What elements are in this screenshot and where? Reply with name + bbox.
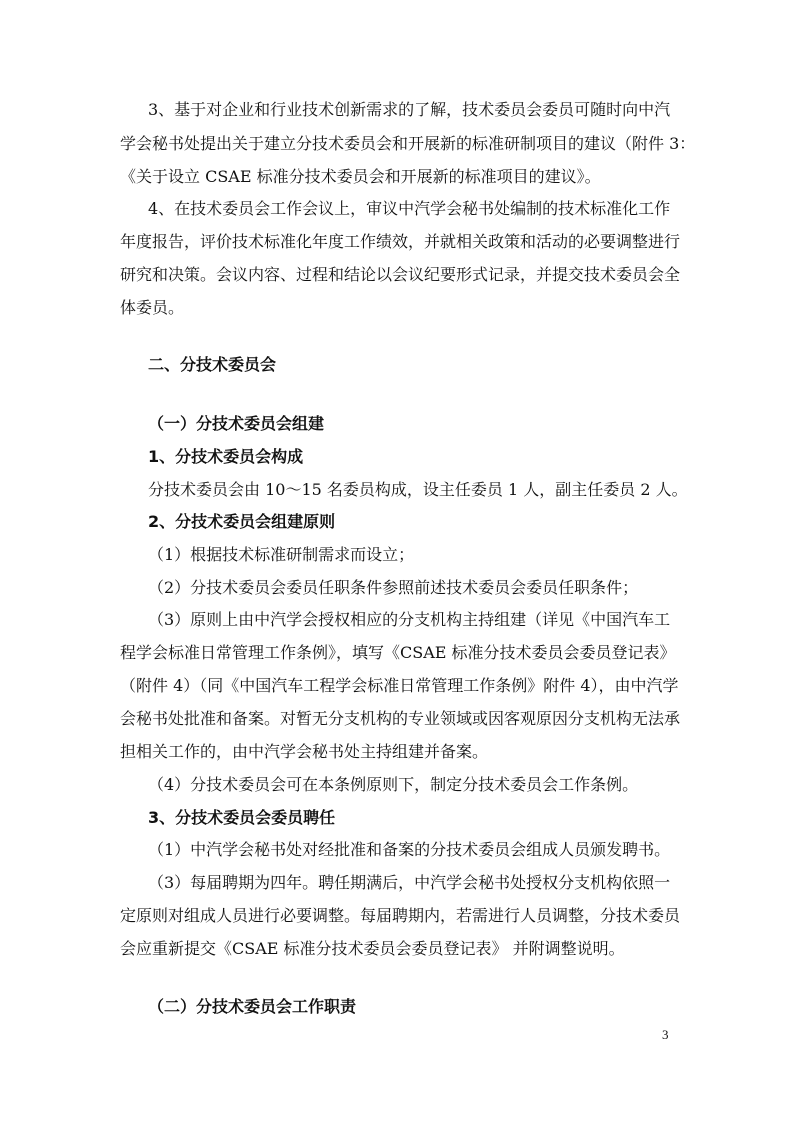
para-3-line-3: 《关于设立 CSAE 标准分技术委员会和开展新的标准项目的建议》。 — [120, 167, 601, 186]
item-3-heading: 3、分技术委员会委员聘任 — [148, 808, 336, 827]
item-2-point-3-line-5: 担相关工作的，由中汽学会秘书处主持组建并备案。 — [120, 742, 489, 761]
item-2-point-3-line-3: （附件 4）（同《中国汽车工程学会标准日常管理工作条例》附件 4），由中汽学 — [120, 676, 679, 695]
item-2-point-3-line-4: 会秘书处批准和备案。对暂无分支机构的专业领域或因客观原因分支机构无法承 — [120, 709, 681, 728]
para-4-line-2: 年度报告，评价技术标准化年度工作绩效，并就相关政策和活动的必要调整进行 — [120, 232, 681, 251]
para-4-line-1: 4、在技术委员会工作会议上，审议中汽学会秘书处编制的技术标准化工作 — [148, 199, 671, 218]
item-1-text: 分技术委员会由 10～15 名委员构成，设主任委员 1 人，副主任委员 2 人。 — [148, 480, 688, 499]
item-1-heading: 1、分技术委员会构成 — [148, 447, 304, 466]
item-2-point-4: （4）分技术委员会可在本条例原则下，制定分技术委员会工作条例。 — [148, 775, 639, 794]
para-3-line-2: 学会秘书处提出关于建立分技术委员会和开展新的标准研制项目的建议（附件 3： — [120, 134, 696, 153]
subsection-1-heading: （一）分技术委员会组建 — [148, 414, 325, 433]
item-3-point-3-line-3: 会应重新提交《CSAE 标准分技术委员会委员登记表》 并附调整说明。 — [120, 939, 625, 958]
item-2-heading: 2、分技术委员会组建原则 — [148, 512, 336, 531]
item-2-point-2: （2）分技术委员会委员任职条件参照前述技术委员会委员任职条件； — [148, 578, 639, 597]
para-4-line-3: 研究和决策。会议内容、过程和结论以会议纪要形式记录，并提交技术委员会全 — [120, 265, 681, 284]
page-number: 3 — [662, 1027, 669, 1042]
para-3-line-1: 3、基于对企业和行业技术创新需求的了解，技术委员会委员可随时向中汽 — [148, 100, 671, 119]
para-4-line-4: 体委员。 — [120, 298, 185, 317]
item-2-point-3-line-1: （3）原则上由中汽学会授权相应的分支机构主持组建（详见《中国汽车工 — [148, 610, 671, 629]
subsection-2-heading: （二）分技术委员会工作职责 — [148, 997, 357, 1016]
item-3-point-1: （1）中汽学会秘书处对经批准和备案的分技术委员会组成人员颁发聘书。 — [148, 840, 671, 859]
item-2-point-3-line-2: 程学会标准日常管理工作条例》，填写《CSAE 标准分技术委员会委员登记表》 — [120, 643, 676, 662]
item-3-point-3-line-1: （3）每届聘期为四年。聘任期满后，中汽学会秘书处授权分支机构依照一 — [148, 873, 671, 892]
section-2-heading: 二、分技术委员会 — [148, 355, 277, 374]
item-2-point-1: （1）根据技术标准研制需求而设立； — [148, 545, 415, 564]
item-3-point-3-line-2: 定原则对组成人员进行必要调整。每届聘期内，若需进行人员调整，分技术委员 — [120, 906, 681, 925]
